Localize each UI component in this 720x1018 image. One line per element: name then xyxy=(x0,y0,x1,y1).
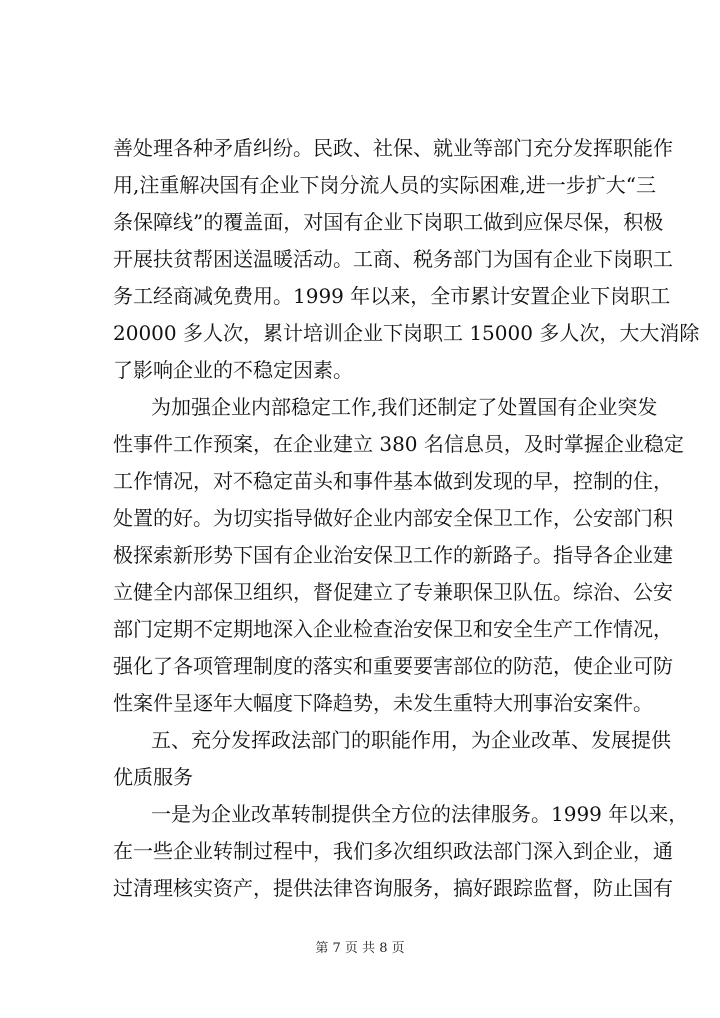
paragraph-line: 过清理核实资产，提供法律咨询服务，搞好跟踪监督，防止国有 xyxy=(113,876,673,900)
paragraph-line: 在一些企业转制过程中，我们多次组织政法部门深入到企业，通 xyxy=(113,839,673,863)
paragraph-line: 条保障线”的覆盖面，对国有企业下岗职工做到应保尽保，积极 xyxy=(113,210,664,234)
paragraph-line: 善处理各种矛盾纠纷。民政、社保、就业等部门充分发挥职能作 xyxy=(113,136,673,160)
paragraph-line: 务工经商减免费用。1999 年以来，全市累计安置企业下岗职工 xyxy=(113,284,671,308)
paragraph-line: 极探索新形势下国有企业治安保卫工作的新路子。指导各企业建 xyxy=(113,543,673,567)
paragraph-line: 了影响企业的不稳定因素。 xyxy=(113,358,353,382)
paragraph-line: 立健全内部保卫组织，督促建立了专兼职保卫队伍。综治、公安 xyxy=(113,580,673,604)
paragraph-line: 开展扶贫帮困送温暖活动。工商、税务部门为国有企业下岗职工 xyxy=(113,247,673,271)
paragraph-line: 强化了各项管理制度的落实和重要要害部位的防范，使企业可防 xyxy=(113,654,673,678)
paragraph-line: 性事件工作预案，在企业建立 380 名信息员，及时掌握企业稳定 xyxy=(113,432,684,456)
paragraph-line: 部门定期不定期地深入企业检查治安保卫和安全生产工作情况， xyxy=(113,617,673,641)
section-heading-line: 五、充分发挥政法部门的职能作用，为企业改革、发展提供 xyxy=(151,728,671,752)
page-number-footer: 第 7 页 共 8 页 xyxy=(315,941,405,956)
section-heading-line: 优质服务 xyxy=(113,765,193,789)
paragraph-first-line: 为加强企业内部稳定工作,我们还制定了处置国有企业突发 xyxy=(151,395,658,419)
paragraph-line: 处置的好。为切实指导做好企业内部安全保卫工作，公安部门积 xyxy=(113,506,673,530)
paragraph-line: 工作情况，对不稳定苗头和事件基本做到发现的早，控制的住， xyxy=(113,469,673,493)
paragraph-line: 性案件呈逐年大幅度下降趋势，未发生重特大刑事治安案件。 xyxy=(113,691,653,715)
paragraph-line: 20000 多人次，累计培训企业下岗职工 15000 多人次，大大消除 xyxy=(113,321,700,345)
paragraph-first-line: 一是为企业改革转制提供全方位的法律服务。1999 年以来， xyxy=(151,802,689,826)
paragraph-line: 用,注重解决国有企业下岗分流人员的实际困难,进一步扩大“三 xyxy=(113,173,656,197)
